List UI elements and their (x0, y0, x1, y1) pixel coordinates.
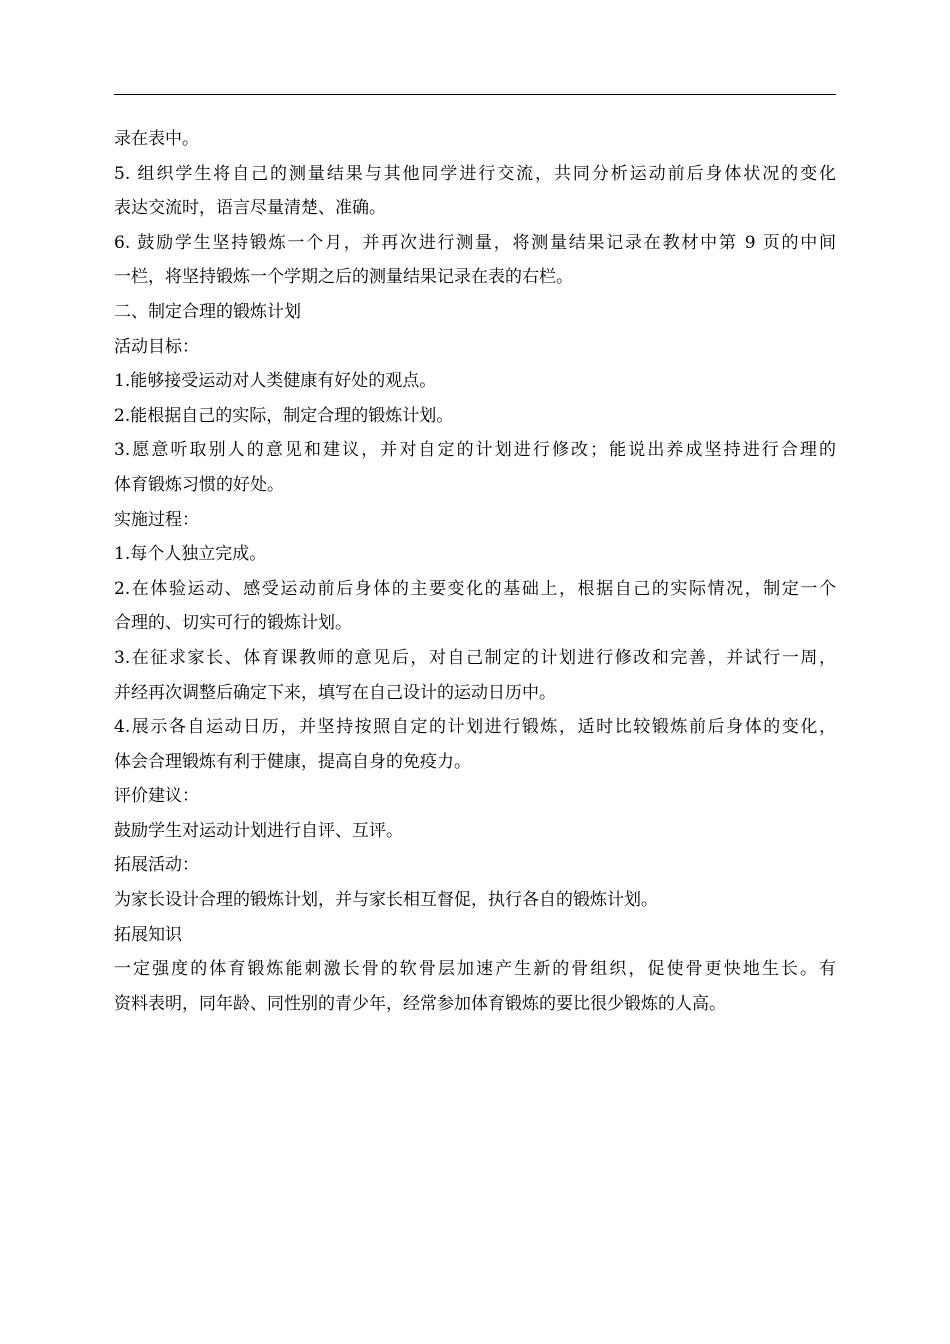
text-line: 并经再次调整后确定下来，填写在自己设计的运动日历中。 (114, 682, 556, 703)
document-body (114, 122, 836, 1021)
text-line: 二、制定合理的锻炼计划 (114, 301, 301, 322)
text-line: 2.能根据自己的实际，制定合理的锻炼计划。 (114, 405, 454, 426)
text-line: 2.在体验运动、感受运动前后身体的主要变化的基础上，根据自己的实际情况，制定一个 (114, 578, 836, 599)
text-line: 一栏，将坚持锻炼一个学期之后的测量结果记录在表的右栏。 (114, 267, 573, 288)
text-line: 3.愿意听取别人的意见和建议，并对自定的计划进行修改；能说出养成坚持进行合理的 (114, 440, 836, 461)
text-line: 鼓励学生对运动计划进行自评、互评。 (114, 820, 403, 841)
text-line: 体会合理锻炼有利于健康，提高自身的免疫力。 (114, 751, 471, 772)
text-line: 拓展活动： (114, 855, 199, 876)
text-line: 资料表明，同年龄、同性别的青少年，经常参加体育锻炼的要比很少锻炼的人高。 (114, 993, 726, 1014)
text-line: 实施过程： (114, 509, 199, 530)
text-line: 表达交流时，语言尽量清楚、准确。 (114, 198, 386, 219)
text-line: 评价建议： (114, 786, 199, 807)
text-line: 活动目标： (114, 336, 199, 357)
text-line: 1.能够接受运动对人类健康有好处的观点。 (114, 371, 437, 392)
text-line: 3.在征求家长、体育课教师的意见后，对自己制定的计划进行修改和完善，并试行一周， (114, 647, 836, 668)
text-line: 合理的、切实可行的锻炼计划。 (114, 613, 352, 634)
text-line: 为家长设计合理的锻炼计划，并与家长相互督促，执行各自的锻炼计划。 (114, 890, 658, 911)
text-line: 1.每个人独立完成。 (114, 544, 267, 565)
text-line: 体育锻炼习惯的好处。 (114, 474, 284, 495)
text-line: 4.展示各自运动日历，并坚持按照自定的计划进行锻炼，适时比较锻炼前后身体的变化， (114, 717, 836, 738)
text-line: 拓展知识 (114, 924, 182, 945)
text-line: 6. 鼓励学生坚持锻炼一个月，并再次进行测量，将测量结果记录在教材中第 9 页的中间 (114, 232, 836, 253)
header-rule (114, 94, 836, 95)
text-line: 一定强度的体育锻炼能刺激长骨的软骨层加速产生新的骨组织，促使骨更快地生长。有 (114, 959, 836, 980)
text-line: 录在表中。 (114, 129, 199, 149)
text-line: 5. 组织学生将自己的测量结果与其他同学进行交流，共同分析运动前后身体状况的变化 (114, 163, 836, 184)
